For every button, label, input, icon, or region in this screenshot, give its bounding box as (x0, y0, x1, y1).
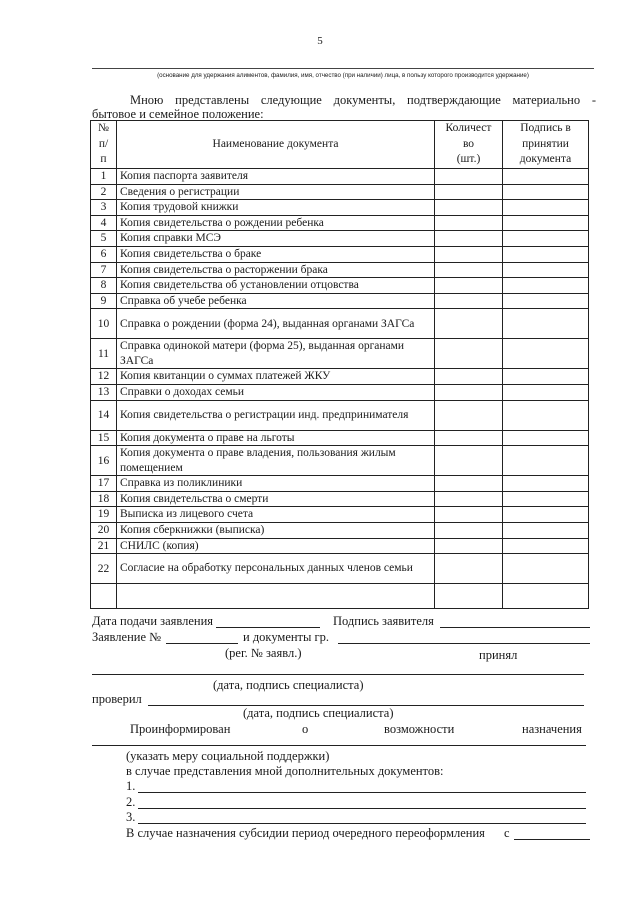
quantity-cell (435, 246, 503, 262)
signature-cell (503, 309, 589, 339)
row-number: 2 (91, 184, 117, 200)
row-number: 4 (91, 215, 117, 231)
intro-line-2: бытовое и семейное положение: (92, 107, 264, 121)
quantity-cell (435, 169, 503, 185)
header-number-line-1: № (98, 122, 109, 135)
item-1-label: 1. (126, 779, 136, 793)
signature-cell (503, 200, 589, 216)
table-row (91, 507, 589, 523)
signature-cell (503, 384, 589, 400)
header-quantity (435, 121, 503, 169)
document-name: Копия свидетельства о регистрации инд. предпринимателя (117, 400, 435, 430)
quantity-cell (435, 262, 503, 278)
document-name: Копия трудовой книжки (117, 200, 435, 216)
quantity-cell (435, 507, 503, 523)
reg-no-caption: (рег. № заявл.) (225, 646, 302, 660)
quantity-cell (435, 309, 503, 339)
row-number: 16 (91, 446, 117, 476)
informed-word-4: назначения (522, 722, 582, 736)
quantity-cell (435, 200, 503, 216)
accepted-by-field[interactable] (92, 674, 584, 675)
document-name: Копия квитанции о суммах платежей ЖКУ (117, 369, 435, 385)
row-number: 1 (91, 169, 117, 185)
signature-cell (503, 339, 589, 369)
support-measure-field[interactable] (92, 745, 586, 746)
checked-label: проверил (92, 692, 142, 706)
signature-cell (503, 400, 589, 430)
row-number: 7 (91, 262, 117, 278)
table-row (91, 430, 589, 446)
accepted-label: принял (479, 648, 518, 662)
table-row (91, 339, 589, 369)
quantity-cell (435, 446, 503, 476)
table-header-row (91, 121, 589, 169)
measure-caption: (указать меру социальной поддержки) (126, 749, 330, 763)
table-row-empty (91, 584, 589, 609)
quantity-cell (435, 400, 503, 430)
table-row (91, 400, 589, 430)
signature-cell (503, 491, 589, 507)
quantity-cell (435, 215, 503, 231)
row-number: 11 (91, 339, 117, 369)
empty-cell[interactable] (503, 584, 589, 609)
caption-line (92, 68, 594, 69)
table-row (91, 184, 589, 200)
row-number: 19 (91, 507, 117, 523)
quantity-cell (435, 369, 503, 385)
signature-cell (503, 231, 589, 247)
row-number: 13 (91, 384, 117, 400)
table-row (91, 554, 589, 584)
table-row (91, 384, 589, 400)
application-no-label: Заявление № (92, 630, 162, 644)
applicant-signature-label: Подпись заявителя (333, 614, 434, 628)
informed-word-2: о (302, 722, 309, 736)
table-row (91, 538, 589, 554)
signature-cell (503, 522, 589, 538)
signature-cell (503, 293, 589, 309)
header-signature (503, 121, 589, 169)
header-signature-line-1: Подпись в (520, 122, 571, 135)
signature-cell (503, 215, 589, 231)
signature-cell (503, 507, 589, 523)
signature-cell (503, 476, 589, 492)
page-number: 5 (317, 35, 323, 47)
informed-word-1: Проинформирован (130, 722, 231, 736)
signature-cell (503, 430, 589, 446)
signature-cell (503, 538, 589, 554)
item-2-field[interactable] (138, 808, 586, 809)
row-number: 22 (91, 554, 117, 584)
quantity-cell (435, 522, 503, 538)
document-name: Справка одинокой матери (форма 25), выданная органами ЗАГСа (117, 339, 435, 369)
header-number (91, 121, 117, 169)
quantity-cell (435, 293, 503, 309)
signature-cell (503, 184, 589, 200)
submit-date-label: Дата подачи заявления (92, 614, 214, 628)
submit-date-field[interactable] (216, 627, 320, 628)
table-row (91, 262, 589, 278)
empty-cell[interactable] (117, 584, 435, 609)
signature-cell (503, 262, 589, 278)
row-number: 9 (91, 293, 117, 309)
informed-word-3: возможности (384, 722, 455, 736)
quantity-cell (435, 278, 503, 294)
document-name: Справки о доходах семьи (117, 384, 435, 400)
header-signature-line-2: принятии (522, 137, 569, 150)
document-name: Копия свидетельства о рождении ребенка (117, 215, 435, 231)
document-name: Копия свидетельства об установлении отцовства (117, 278, 435, 294)
document-name: Сведения о регистрации (117, 184, 435, 200)
row-number: 18 (91, 491, 117, 507)
signature-cell (503, 446, 589, 476)
document-name: Копия свидетельства о расторжении брака (117, 262, 435, 278)
item-2-label: 2. (126, 795, 136, 809)
document-name: Копия сберкнижки (выписка) (117, 522, 435, 538)
document-name: Справка о рождении (форма 24), выданная органами ЗАГСа (117, 309, 435, 339)
signature-cell (503, 246, 589, 262)
row-number: 8 (91, 278, 117, 294)
subsidy-from-label: с (504, 826, 510, 840)
date-signature-caption-2: (дата, подпись специалиста) (243, 706, 394, 720)
table-row (91, 169, 589, 185)
header-quantity-line-1: Количест (445, 122, 492, 135)
header-document-name: Наименование документа (117, 121, 435, 169)
quantity-cell (435, 491, 503, 507)
quantity-cell (435, 384, 503, 400)
date-signature-caption-1: (дата, подпись специалиста) (213, 678, 364, 692)
table-row (91, 491, 589, 507)
document-name: Копия справки МСЭ (117, 231, 435, 247)
item-1-field[interactable] (138, 792, 586, 793)
table-row (91, 215, 589, 231)
empty-cell (91, 584, 117, 609)
row-number: 17 (91, 476, 117, 492)
signature-cell (503, 169, 589, 185)
document-name: Выписка из лицевого счета (117, 507, 435, 523)
document-name: Копия свидетельства о браке (117, 246, 435, 262)
table-row (91, 309, 589, 339)
quantity-cell (435, 339, 503, 369)
row-number: 3 (91, 200, 117, 216)
applicant-signature-field[interactable] (440, 627, 590, 628)
docs-of-label: и документы гр. (243, 630, 330, 644)
table-row (91, 278, 589, 294)
signature-cell (503, 554, 589, 584)
quantity-cell (435, 430, 503, 446)
item-3-field[interactable] (138, 823, 586, 824)
document-name: СНИЛС (копия) (117, 538, 435, 554)
table-row (91, 476, 589, 492)
document-name: Копия документа о праве на льготы (117, 430, 435, 446)
row-number: 21 (91, 538, 117, 554)
document-name: Копия свидетельства о смерти (117, 491, 435, 507)
intro-line-1: Мною представлены следующие документы, подтверждающие материально - (130, 93, 596, 107)
table-row (91, 200, 589, 216)
quantity-cell (435, 554, 503, 584)
signature-cell (503, 278, 589, 294)
top-caption: (основание для удержания алиментов, фамилия, имя, отчество (при наличии) лица, в пользу которого производится удержание) (157, 72, 529, 79)
document-name: Копия паспорта заявителя (117, 169, 435, 185)
table-row (91, 246, 589, 262)
document-name: Справка об учебе ребенка (117, 293, 435, 309)
documents-table (90, 120, 589, 609)
row-number: 20 (91, 522, 117, 538)
table-row (91, 522, 589, 538)
row-number: 5 (91, 231, 117, 247)
row-number: 15 (91, 430, 117, 446)
signature-cell (503, 369, 589, 385)
document-name: Копия документа о праве владения, пользования жилым помещением (117, 446, 435, 476)
quantity-cell (435, 476, 503, 492)
row-number: 12 (91, 369, 117, 385)
header-quantity-line-2: во (462, 137, 475, 150)
application-no-field[interactable] (166, 643, 238, 644)
quantity-cell (435, 231, 503, 247)
header-number-line-3: п (100, 153, 107, 166)
table-row (91, 369, 589, 385)
applicant-name-field[interactable] (338, 643, 590, 644)
subsidy-date-field[interactable] (514, 839, 590, 840)
quantity-cell (435, 184, 503, 200)
table-row (91, 231, 589, 247)
header-signature-line-3: документа (519, 153, 572, 166)
header-number-line-2: п/ (98, 137, 109, 150)
quantity-cell (435, 538, 503, 554)
empty-cell[interactable] (435, 584, 503, 609)
item-3-label: 3. (126, 810, 136, 824)
header-quantity-line-3: (шт.) (456, 153, 481, 166)
row-number: 10 (91, 309, 117, 339)
table-row (91, 293, 589, 309)
subsidy-text: В случае назначения субсидии период очередного переоформления (126, 826, 485, 840)
row-number: 14 (91, 400, 117, 430)
table-row (91, 446, 589, 476)
document-name: Согласие на обработку персональных данных членов семьи (117, 554, 435, 584)
additional-docs-label: в случае представления мной дополнительных документов: (126, 764, 444, 778)
row-number: 6 (91, 246, 117, 262)
document-name: Справка из поликлиники (117, 476, 435, 492)
